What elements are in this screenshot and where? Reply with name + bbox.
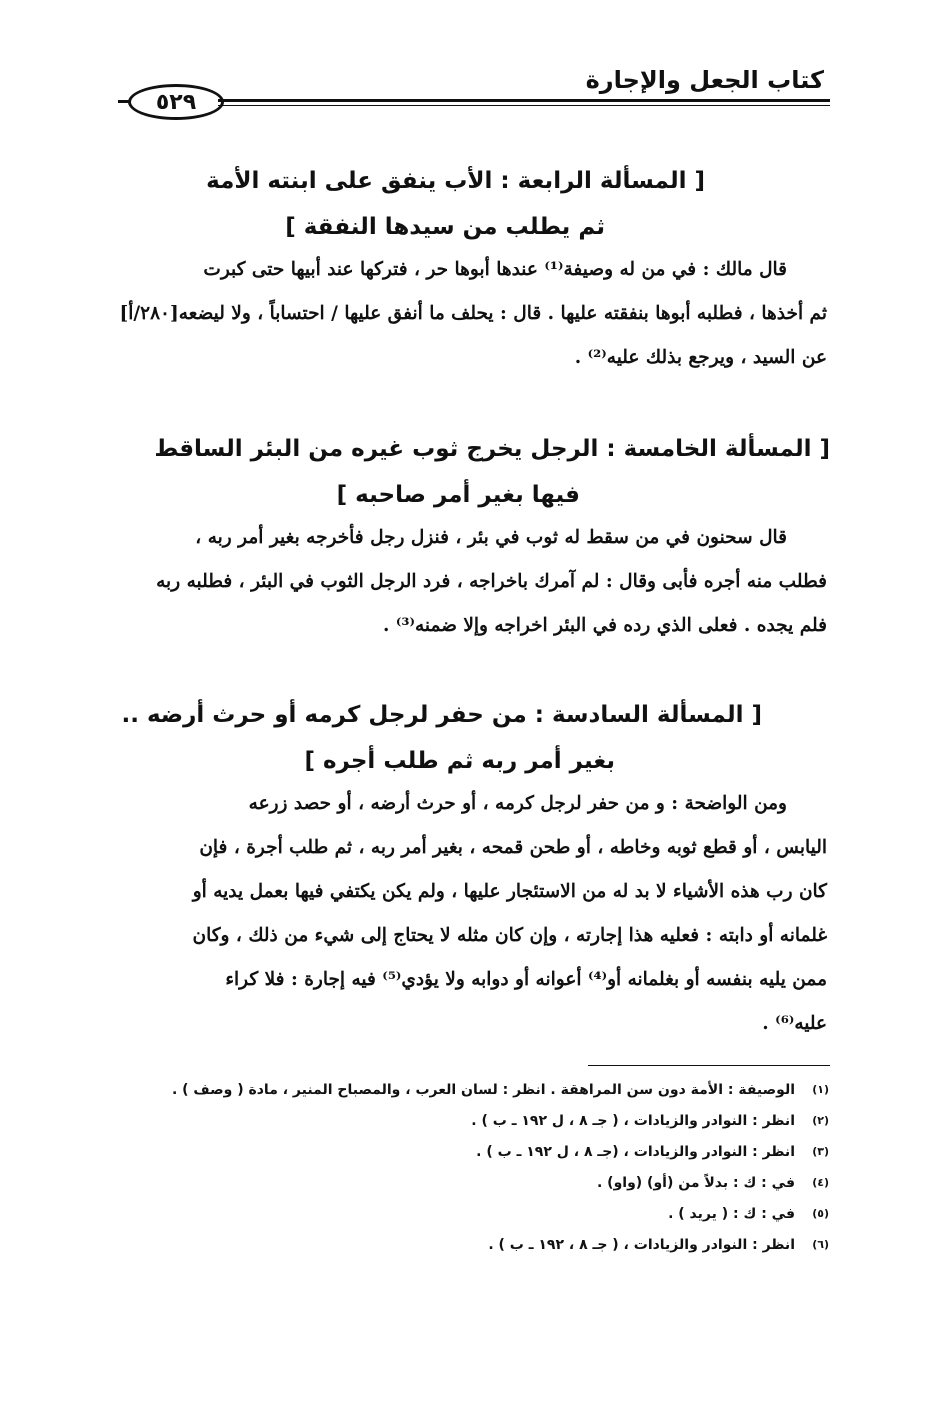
section4-paragraph <box>107 248 827 380</box>
section4-line-3: عن السيد ، ويرجع بذلك عليه⁽²⁾ . <box>574 347 827 368</box>
footnote-text: في : ك : ( يريد ) . <box>668 1205 795 1222</box>
section4-line-2: ثم أخذها ، فطلبه أبوها بنفقته عليها . قال : يحلف ما أنفق عليها / احتساباً ، ولا ليضعه[٢٨٠/أ] <box>119 303 827 324</box>
section6-heading-line1: [ المسألة السادسة : من حفر لرجل كرمه أو حرث أرضه .. <box>121 702 762 728</box>
header-rule-thin <box>218 105 830 106</box>
footnote-3 <box>172 1136 829 1167</box>
section6-line-5: ممن يليه بنفسه أو بغلمانه أو⁽⁴⁾ أعوانه أو دوابه ولا يؤدي⁽⁵⁾ فيه إجارة : فلا كراء <box>225 969 827 990</box>
footnote-6 <box>172 1229 829 1260</box>
section6-line-2: اليابس ، أو قطع ثوبه وخاطه ، أو طحن قمحه ، بغير أمر ربه ، ثم طلب أجرة ، فإن <box>199 837 827 858</box>
section6-paragraph <box>107 782 827 1046</box>
section6-line-3: كان رب هذه الأشياء لا بد له من الاستئجار عليها ، ولم يكن يكتفي فيها بعمل يديه أو <box>192 881 827 902</box>
footnote-number: (٢) <box>812 1114 829 1127</box>
section6-heading-line2: بغير أمر ربه ثم طلب أجره ] <box>304 748 615 774</box>
footnotes <box>172 1074 829 1260</box>
section6-line-6: عليه⁽⁶⁾ . <box>762 1013 827 1034</box>
footnote-4 <box>172 1167 829 1198</box>
section5-heading-line1: [ المسألة الخامسة : الرجل يخرج ثوب غيره من البئر الساقط <box>154 436 830 462</box>
footnote-number: (٤) <box>812 1176 829 1189</box>
page-header <box>118 66 830 130</box>
header-rule <box>218 99 830 102</box>
footnote-text: انظر : النوادر والزيادات ، ( جـ ٨ ، ل ١٩٢ ـ ب ) . <box>471 1112 795 1129</box>
section5-line-2: فطلب منه أجره فأبى وقال : لم آمرك باخراجه ، فرد الرجل الثوب في البئر ، فطلبه ربه <box>156 571 827 592</box>
footnote-2 <box>172 1105 829 1136</box>
section6-line-1: ومن الواضحة : و من حفر لرجل كرمه ، أو حرث أرضه ، أو حصد زرعه <box>248 793 787 814</box>
section6-line-4: غلمانه أو دابته : فعليه هذا إجارته ، وإن كان مثله لا يحتاج إلى شيء من ذلك ، وكان <box>192 925 827 946</box>
footnote-number: (٥) <box>812 1207 829 1220</box>
section5-line-1: قال سحنون في من سقط له ثوب في بئر ، فنزل رجل فأخرجه بغير أمر ربه ، <box>195 527 787 548</box>
footnote-number: (٦) <box>812 1238 829 1251</box>
section4-heading-line1: [ المسألة الرابعة : الأب ينفق على ابنته الأمة <box>206 168 705 194</box>
footnote-number: (١) <box>812 1083 829 1096</box>
section5-line-3: فلم يجده . فعلى الذي رده في البئر اخراجه وإلا ضمنه⁽³⁾ . <box>382 615 827 636</box>
footnote-5 <box>172 1198 829 1229</box>
footnote-text: انظر : النوادر والزيادات ، (جـ ٨ ، ل ١٩٢ ـ ب ) . <box>476 1143 795 1160</box>
footnote-text: في : ك : بدلاً من (أو) (واو) . <box>596 1174 795 1191</box>
section4-line-1: قال مالك : في من له وصيفة⁽¹⁾ عندها أبوها حر ، فتركها عند أبيها حتى كبرت <box>203 259 787 280</box>
footnote-text: انظر : النوادر والزيادات ، ( جـ ٨ ، ١٩٢ ـ ب ) . <box>488 1236 795 1253</box>
section5-paragraph <box>107 516 827 648</box>
page-number: ٥٢٩ <box>128 84 224 120</box>
footnote-text: الوصيفة : الأمة دون سن المراهقة . انظر : لسان العرب ، والمصباح المنير ، مادة ( وصف ) . <box>171 1081 795 1098</box>
footnote-number: (٣) <box>812 1145 829 1158</box>
footnote-1 <box>172 1074 829 1105</box>
footnote-separator <box>588 1065 830 1066</box>
running-title: كتاب الجعل والإجارة <box>585 66 824 94</box>
section4-heading-line2: ثم يطلب من سيدها النفقة ] <box>285 214 605 240</box>
section5-heading-line2: فيها بغير أمر صاحبه ] <box>336 482 580 508</box>
